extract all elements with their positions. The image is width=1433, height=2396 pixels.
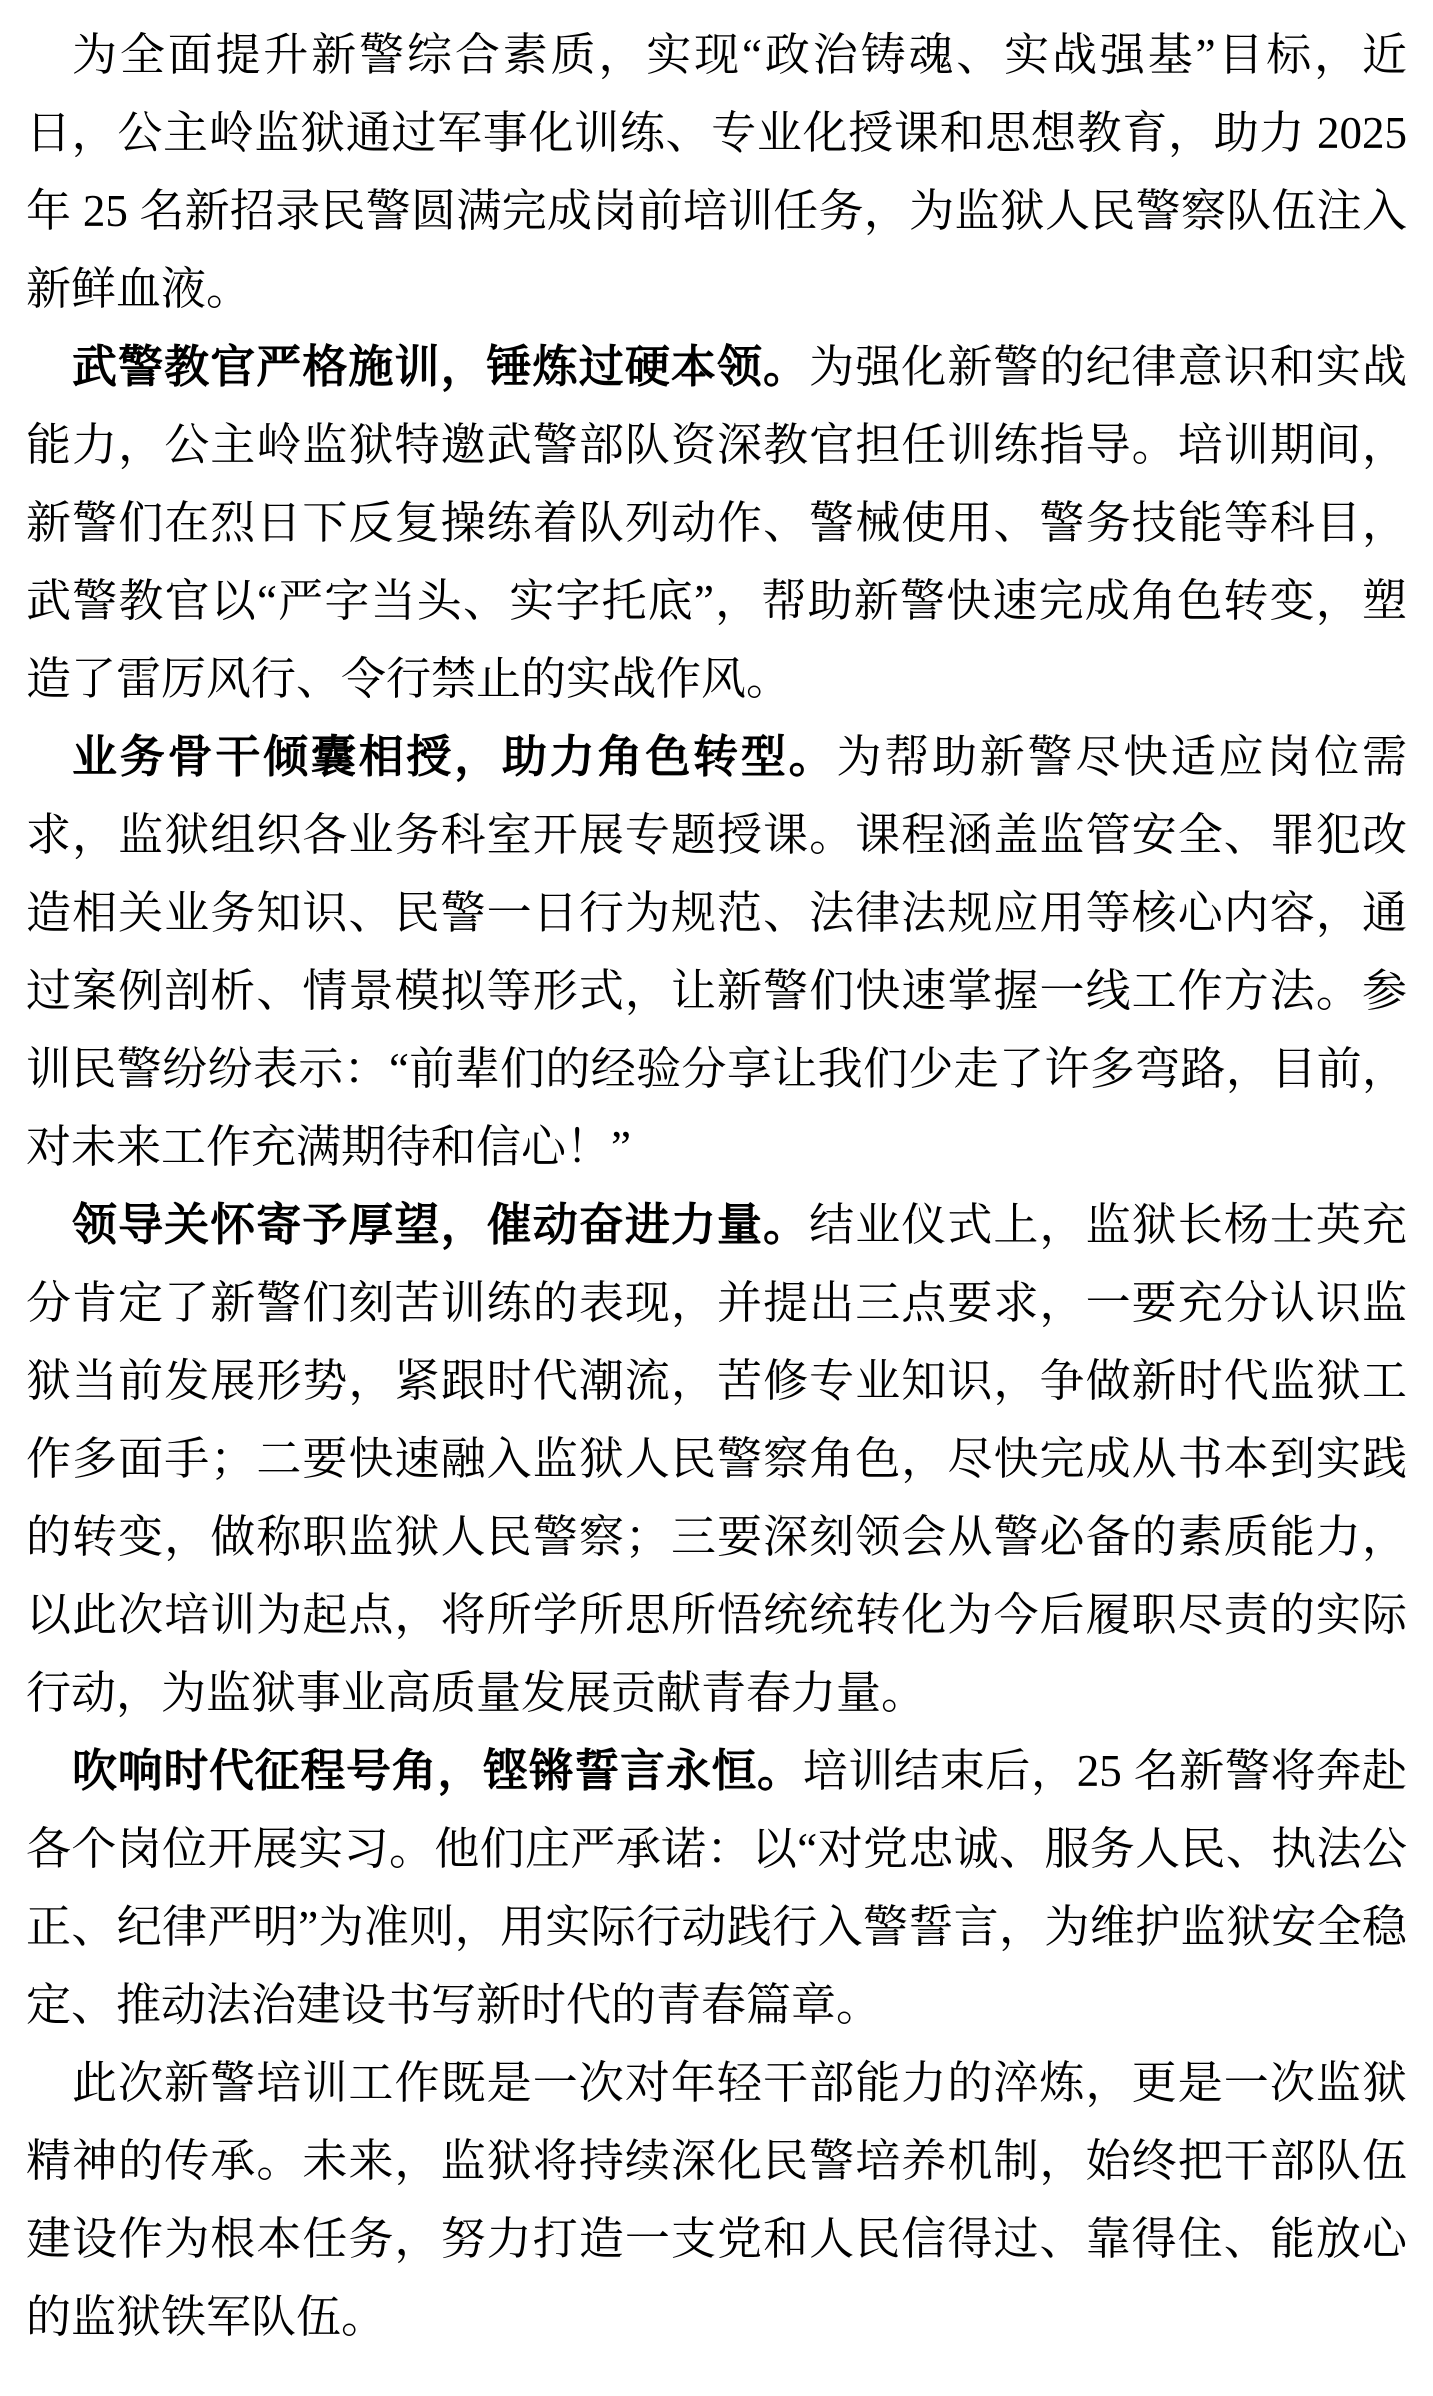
paragraph-body: 为强化新警的纪律意识和实战能力，公主岭监狱特邀武警部队资深教官担任训练指导。培训期间，新警们在烈日下反复操练着队列动作、警械使用、警务技能等科目，武警教官以“严字当头、实字托底”，帮助新警快速完成角色转变，塑造了雷厉风行、令行禁止的实战作风。 — [26, 342, 1407, 704]
paragraph-body: 为全面提升新警综合素质，实现“政治铸魂、实战强基”目标，近日，公主岭监狱通过军事化训练、专业化授课和思想教育，助力 2025 年 25 名新招录民警圆满完成岗前培训任务，为监狱人民警察队伍注入新鲜血液。 — [26, 30, 1407, 314]
paragraph-body: 为帮助新警尽快适应岗位需求，监狱组织各业务科室开展专题授课。课程涵盖监管安全、罪犯改造相关业务知识、民警一日行为规范、法律法规应用等核心内容，通过案例剖析、情景模拟等形式，让新警们快速掌握一线工作方法。参训民警纷纷表示：“前辈们的经验分享让我们少走了许多弯路，目前，对未来工作充满期待和信心！” — [26, 732, 1407, 1172]
paragraph-body: 结业仪式上，监狱长杨士英充分肯定了新警们刻苦训练的表现，并提出三点要求，一要充分认识监狱当前发展形势，紧跟时代潮流，苦修专业知识，争做新时代监狱工作多面手；二要快速融入监狱人民警察角色，尽快完成从书本到实践的转变，做称职监狱人民警察；三要深刻领会从警必备的素质能力，以此次培训为起点，将所学所思所悟统统转化为今后履职尽责的实际行动，为监狱事业高质量发展贡献青春力量。 — [26, 1200, 1407, 1718]
paragraph — [26, 1186, 1407, 1732]
paragraph-lead: 业务骨干倾囊相授，助力角色转型。 — [72, 732, 837, 782]
paragraph — [26, 718, 1407, 1186]
paragraph-lead: 吹响时代征程号角，铿锵誓言永恒。 — [72, 1746, 803, 1796]
paragraph-body: 此次新警培训工作既是一次对年轻干部能力的淬炼，更是一次监狱精神的传承。未来，监狱将持续深化民警培养机制，始终把干部队伍建设作为根本任务，努力打造一支党和人民信得过、靠得住、能放心的监狱铁军队伍。 — [26, 2058, 1407, 2342]
paragraph — [26, 328, 1407, 718]
paragraph-body: 培训结束后，25 名新警将奔赴各个岗位开展实习。他们庄严承诺：以“对党忠诚、服务人民、执法公正、纪律严明”为准则，用实际行动践行入警誓言，为维护监狱安全稳定、推动法治建设书写新时代的青春篇章。 — [26, 1746, 1407, 2030]
paragraph — [26, 2044, 1407, 2356]
paragraph-lead: 武警教官严格施训，锤炼过硬本领。 — [72, 342, 810, 392]
paragraph-lead: 领导关怀寄予厚望，催动奋进力量。 — [72, 1200, 810, 1250]
paragraph — [26, 16, 1407, 328]
paragraph — [26, 1732, 1407, 2044]
